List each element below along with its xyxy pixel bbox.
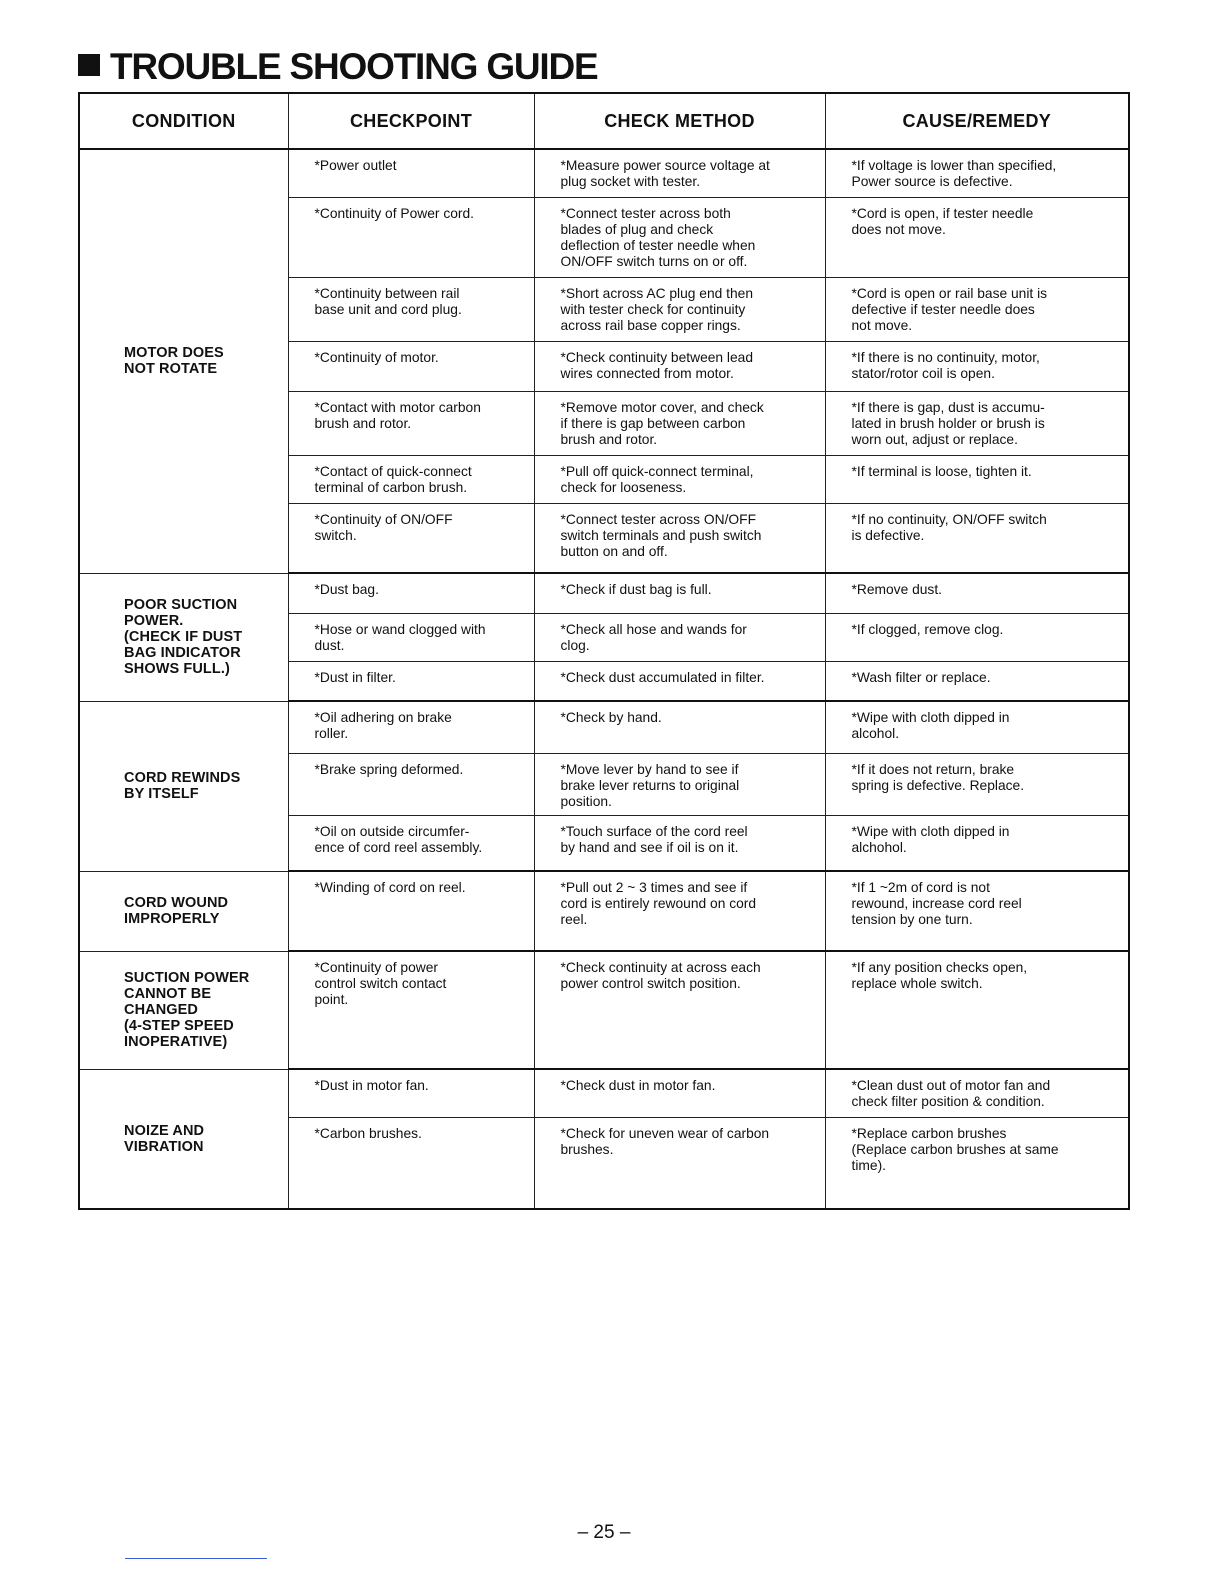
check-method-cell: *Check continuity at across each power control switch position. (534, 951, 825, 1069)
check-method-cell: *Check for uneven wear of carbon brushes. (534, 1117, 825, 1209)
cause-remedy-cell: *Replace carbon brushes (Replace carbon brushes at same time). (825, 1117, 1129, 1209)
condition-cell: CORD WOUND IMPROPERLY (79, 871, 288, 951)
check-method-cell: *Touch surface of the cord reel by hand and see if oil is on it. (534, 815, 825, 871)
check-method-cell: *Pull off quick-connect terminal, check for looseness. (534, 455, 825, 503)
checkpoint-cell: *Continuity of motor. (288, 341, 534, 391)
bullet-square-icon (78, 54, 100, 76)
checkpoint-cell: *Dust in motor fan. (288, 1069, 534, 1117)
cause-remedy-cell: *If there is gap, dust is accumu- lated in brush holder or brush is worn out, adjust or replace. (825, 391, 1129, 455)
cause-remedy-cell: *If no continuity, ON/OFF switch is defective. (825, 503, 1129, 573)
cause-remedy-cell: *Wash filter or replace. (825, 661, 1129, 701)
check-method-cell: *Check if dust bag is full. (534, 573, 825, 613)
cause-remedy-cell: *If any position checks open, replace whole switch. (825, 951, 1129, 1069)
cause-remedy-cell: *Cord is open, if tester needle does not move. (825, 197, 1129, 277)
check-method-cell: *Short across AC plug end then with tester check for continuity across rail base copper rings. (534, 277, 825, 341)
cause-remedy-cell: *If clogged, remove clog. (825, 613, 1129, 661)
cause-remedy-cell: *Cord is open or rail base unit is defective if tester needle does not move. (825, 277, 1129, 341)
checkpoint-cell: *Continuity of power control switch contact point. (288, 951, 534, 1069)
table-row (79, 871, 1129, 951)
header-checkpoint: CHECKPOINT (288, 93, 534, 149)
checkpoint-cell: *Carbon brushes. (288, 1117, 534, 1209)
footer-divider (125, 1558, 267, 1559)
check-method-cell: *Remove motor cover, and check if there is gap between carbon brush and rotor. (534, 391, 825, 455)
condition-cell: MOTOR DOES NOT ROTATE (79, 149, 288, 573)
check-method-cell: *Check continuity between lead wires connected from motor. (534, 341, 825, 391)
check-method-cell: *Pull out 2 ~ 3 times and see if cord is entirely rewound on cord reel. (534, 871, 825, 951)
check-method-cell: *Check dust accumulated in filter. (534, 661, 825, 701)
check-method-cell: *Move lever by hand to see if brake lever returns to original position. (534, 753, 825, 815)
header-cause-remedy: CAUSE/REMEDY (825, 93, 1129, 149)
check-method-cell: *Check all hose and wands for clog. (534, 613, 825, 661)
check-method-cell: *Connect tester across ON/OFF switch terminals and push switch button on and off. (534, 503, 825, 573)
page-title (78, 46, 598, 88)
cause-remedy-cell: *Wipe with cloth dipped in alcohol. (825, 701, 1129, 753)
cause-remedy-cell: *If it does not return, brake spring is defective. Replace. (825, 753, 1129, 815)
cause-remedy-cell: *If terminal is loose, tighten it. (825, 455, 1129, 503)
table-row (79, 701, 1129, 753)
table-header-row (79, 93, 1129, 149)
checkpoint-cell: *Continuity of Power cord. (288, 197, 534, 277)
cause-remedy-cell: *Remove dust. (825, 573, 1129, 613)
check-method-cell: *Measure power source voltage at plug socket with tester. (534, 149, 825, 197)
page-number: – 25 – (577, 1522, 631, 1543)
checkpoint-cell: *Contact of quick-connect terminal of carbon brush. (288, 455, 534, 503)
cause-remedy-cell: *If voltage is lower than specified, Power source is defective. (825, 149, 1129, 197)
checkpoint-cell: *Dust in filter. (288, 661, 534, 701)
check-method-cell: *Check dust in motor fan. (534, 1069, 825, 1117)
table-row (79, 1069, 1129, 1117)
checkpoint-cell: *Power outlet (288, 149, 534, 197)
page-title-text: TROUBLE SHOOTING GUIDE (110, 46, 598, 87)
checkpoint-cell: *Continuity of ON/OFF switch. (288, 503, 534, 573)
table-row (79, 573, 1129, 613)
checkpoint-cell: *Winding of cord on reel. (288, 871, 534, 951)
checkpoint-cell: *Oil adhering on brake roller. (288, 701, 534, 753)
checkpoint-cell: *Hose or wand clogged with dust. (288, 613, 534, 661)
checkpoint-cell: *Contact with motor carbon brush and rotor. (288, 391, 534, 455)
header-condition: CONDITION (79, 93, 288, 149)
cause-remedy-cell: *Wipe with cloth dipped in alchohol. (825, 815, 1129, 871)
table-row (79, 149, 1129, 197)
condition-cell: NOIZE AND VIBRATION (79, 1069, 288, 1209)
cause-remedy-cell: *If 1 ~2m of cord is not rewound, increase cord reel tension by one turn. (825, 871, 1129, 951)
checkpoint-cell: *Dust bag. (288, 573, 534, 613)
check-method-cell: *Connect tester across both blades of plug and check deflection of tester needle when ON/OFF switch turns on or off. (534, 197, 825, 277)
checkpoint-cell: *Continuity between rail base unit and cord plug. (288, 277, 534, 341)
trouble-shooting-table (78, 92, 1130, 1210)
condition-cell: CORD REWINDS BY ITSELF (79, 701, 288, 871)
check-method-cell: *Check by hand. (534, 701, 825, 753)
table-row (79, 951, 1129, 1069)
checkpoint-cell: *Oil on outside circumfer- ence of cord reel assembly. (288, 815, 534, 871)
cause-remedy-cell: *Clean dust out of motor fan and check filter position & condition. (825, 1069, 1129, 1117)
condition-cell: POOR SUCTION POWER. (CHECK IF DUST BAG INDICATOR SHOWS FULL.) (79, 573, 288, 701)
header-check-method: CHECK METHOD (534, 93, 825, 149)
condition-cell: SUCTION POWER CANNOT BE CHANGED (4-STEP SPEED INOPERATIVE) (79, 951, 288, 1069)
checkpoint-cell: *Brake spring deformed. (288, 753, 534, 815)
cause-remedy-cell: *If there is no continuity, motor, stator/rotor coil is open. (825, 341, 1129, 391)
